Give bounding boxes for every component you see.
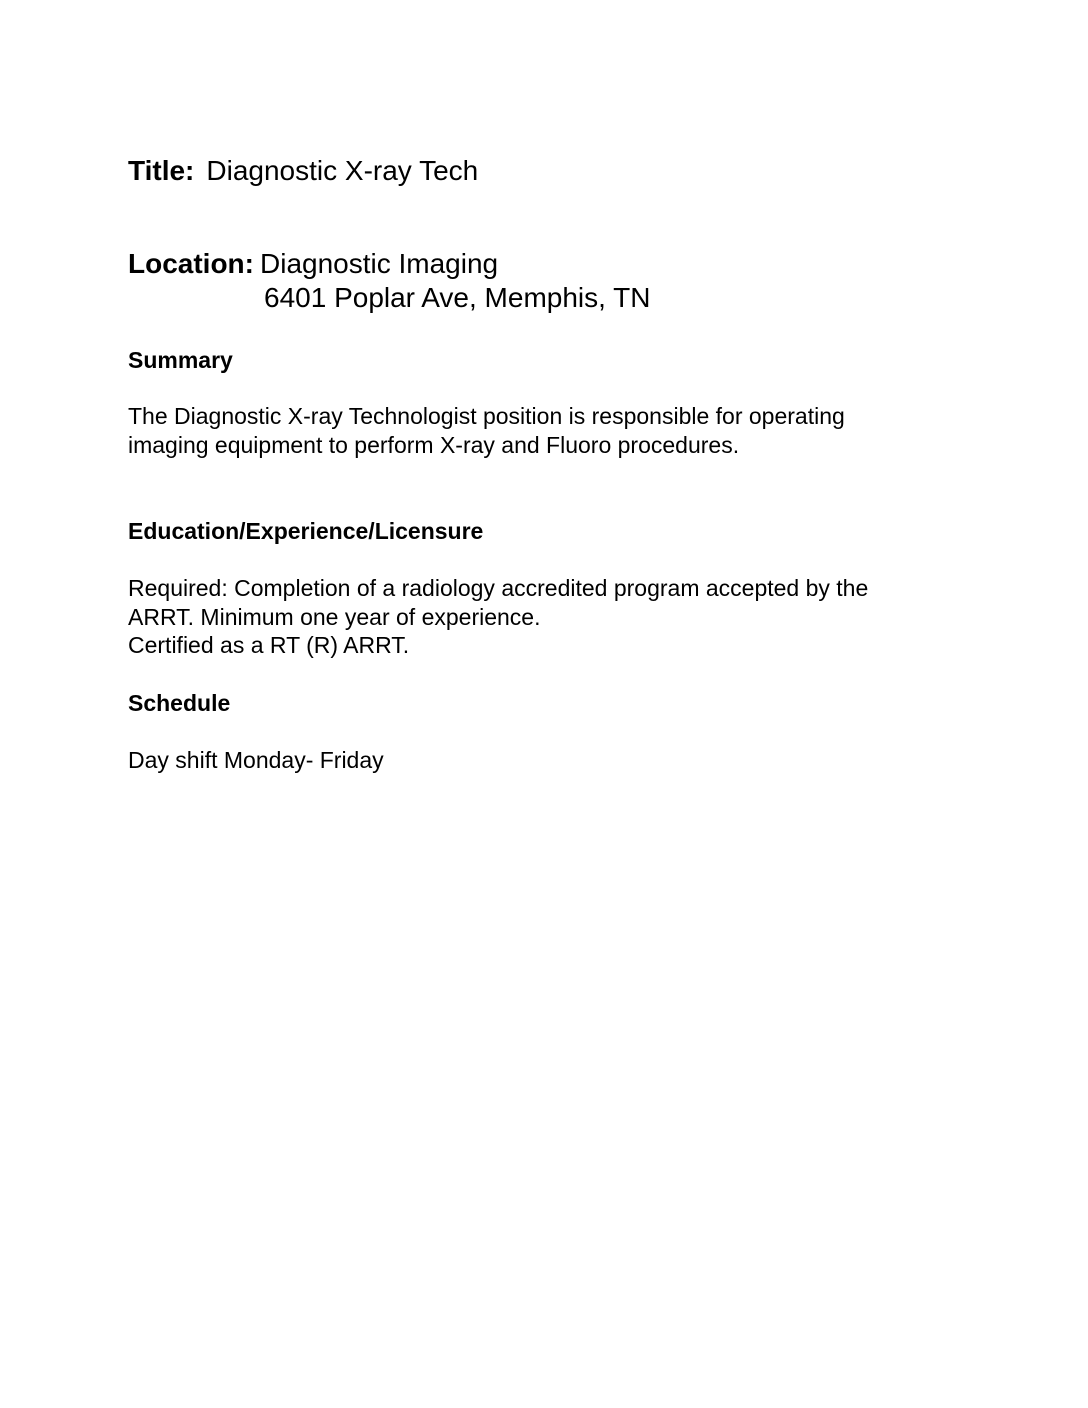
education-text-line: ARRT. Minimum one year of experience.	[128, 604, 541, 630]
job-title-line	[128, 154, 478, 187]
summary-text-line: imaging equipment to perform X-ray and Fluoro procedures.	[128, 432, 740, 458]
education-text-line: Required: Completion of a radiology accredited program accepted by the	[128, 575, 869, 601]
schedule-text: Day shift Monday- Friday	[128, 747, 384, 773]
summary-text-line: The Diagnostic X-ray Technologist position is responsible for operating	[128, 403, 845, 429]
location-label: Location:	[128, 248, 254, 279]
location-line	[128, 247, 498, 280]
job-title-label: Title:	[128, 155, 195, 186]
job-title-value: Diagnostic X-ray Tech	[206, 155, 479, 186]
education-text-line: Certified as a RT (R) ARRT.	[128, 632, 410, 658]
summary-heading: Summary	[128, 347, 233, 373]
schedule-heading: Schedule	[128, 690, 231, 716]
location-address: 6401 Poplar Ave, Memphis, TN	[264, 282, 651, 313]
education-heading: Education/Experience/Licensure	[128, 518, 484, 544]
location-department: Diagnostic Imaging	[260, 248, 499, 279]
